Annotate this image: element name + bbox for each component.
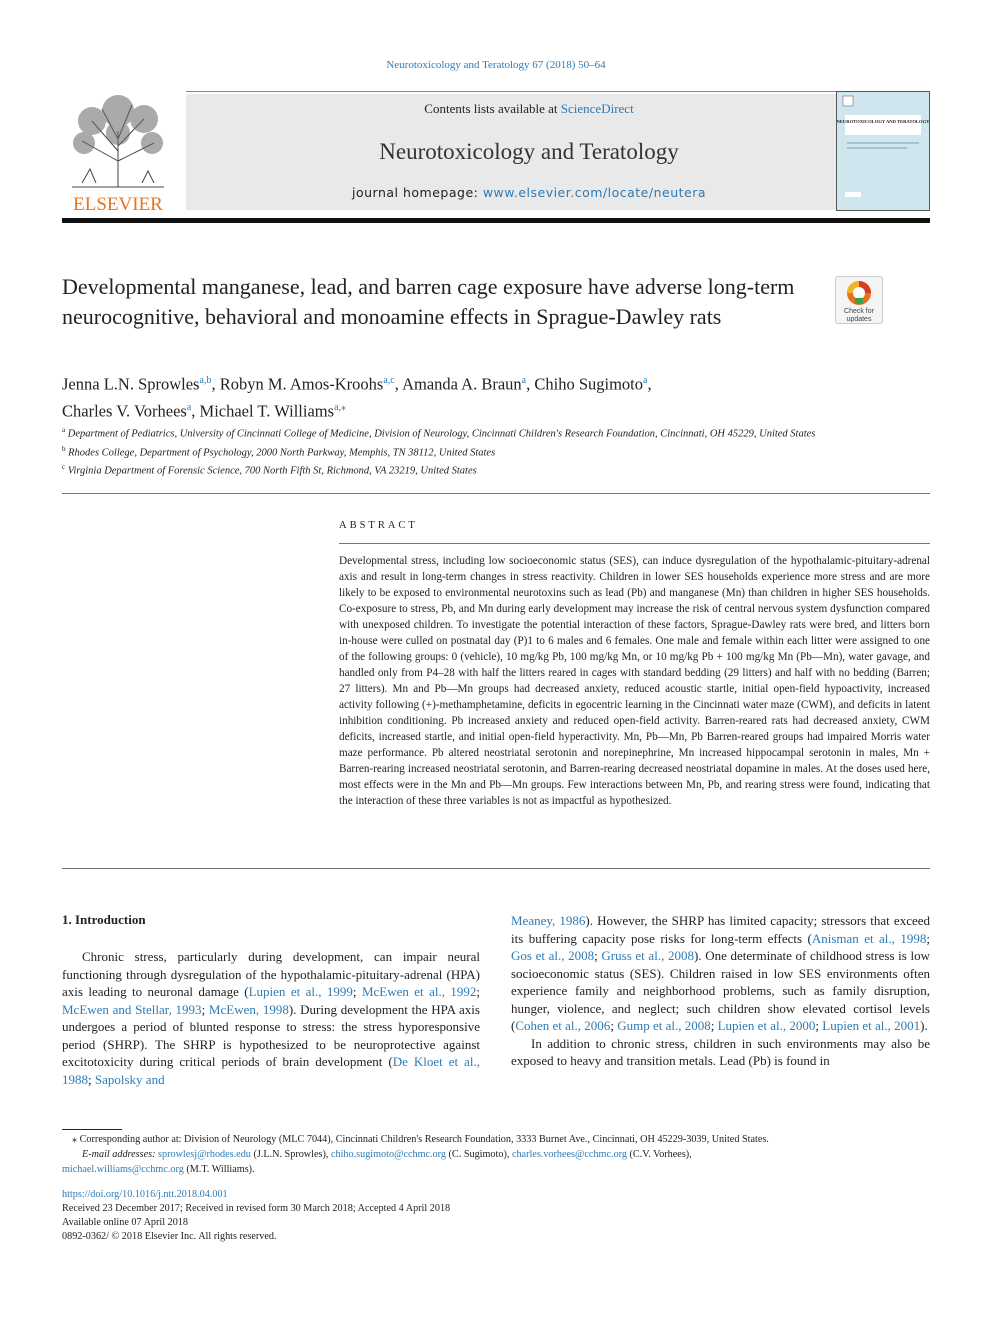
journal-cover[interactable] [836,91,930,211]
citation-link[interactable]: McEwen and Stellar, 1993 [62,1001,202,1017]
citation-link[interactable]: Cohen et al., 2006 [515,1018,611,1033]
check-for-updates-badge[interactable] [835,276,883,324]
citation-link[interactable]: Meaney, 1986 [511,913,586,928]
citation-link[interactable]: McEwen, 1998 [208,1001,289,1017]
affiliation: $^a$ Department of Pediatrics, University of Cincinnati College of Medicine, Division of Neurology, Cincinnati Children's Research Foundation, Cincinnati, OH 45229, United States [62,426,816,440]
author-name[interactable]: Charles V. Vorhees [62,401,187,420]
body-column-left [62,948,480,1088]
cover-title: NEUROTOXICOLOGY AND TERATOLOGY [837,119,929,124]
crossmark-icon [846,280,872,306]
publication-info [62,1188,930,1244]
body-column-right [511,912,930,1070]
crossmark-label: Check for updates [844,308,874,323]
homepage-link[interactable]: www.elsevier.com/locate/neutera [482,185,707,200]
citation-link[interactable]: Lupien et al., 2001 [822,1018,921,1033]
email-link[interactable]: sprowlesj@rhodes.edu [158,1149,251,1160]
received-dates: Received 23 December 2017; Received in revised form 30 March 2018; Accepted 4 April 2018 [62,1203,451,1214]
section-heading: 1. Introduction [62,912,146,927]
citation-link[interactable]: Anisman et al., 1998 [811,930,927,946]
affiliation: $^c$ Virginia Department of Forensic Science, 700 North Fifth St, Richmond, VA 23219, United States [62,463,477,477]
elsevier-logo[interactable] [62,91,174,213]
doi-link[interactable]: https://doi.org/10.1016/j.ntt.2018.04.001 [62,1189,228,1200]
author-affil-marker[interactable]: a [643,375,648,386]
author-affil-marker[interactable]: a,b [199,375,212,386]
elsevier-tree-icon [62,91,174,213]
citation-link[interactable]: Lupien et al., 1999 [248,984,353,999]
copyright: 0892-0362/ © 2018 Elsevier Inc. All rights reserved. [62,1231,277,1242]
paragraph: Chronic stress, particularly during development, can impair neural functioning through dysregulation of the hypothalamic-pituitary-adrenal (HPA) axis leading to neuronal damage (Lupien et al., 1999; McEwen et al., 1992; McEwen and Stellar, 1993; McEwen, 1998). During development the HPA axis undergoes a period of blunted response to stress: the stress hyporesponsive period (SHRP). The SHRP is hypothesized to be neuroprotective against excitotoxicity during critical periods of brain development (De Kloet et al., 1988; Sapolsky and [62,949,480,1087]
section-rule [62,868,930,869]
header-rule [62,218,930,223]
email-addresses-cont: michael.williams@cchmc.org (M.T. Williams). [62,1164,255,1175]
publisher-name: ELSEVIER [73,194,163,213]
contents-line: Contents lists available at ScienceDirect [424,101,634,116]
author-name[interactable]: Amanda A. Braun [402,374,522,394]
footnote-rule [62,1129,122,1130]
email-link[interactable]: michael.williams@cchmc.org [62,1164,184,1175]
abstract-text: Developmental stress, including low socioeconomic status (SES), can induce dysregulation of the hypothalamic-pituitary-adrenal axis and result in long-term changes in stress reactivity. Children in lower SES households experience more stress and are more likely to be exposed to environmental neurotoxins such as lead (Pb) and manganese (Mn) than children in higher SES households. Co-exposure to stress, Pb, and Mn during early development may increase the risk of central nervous system dysfunction compared with unexposed children. To investigate the potential interaction of these factors, Sprague-Dawley rats were bred, and litters born in-house were culled on postnatal day (P)1 to 6 males and 6 females. One male and female within each litter were assigned to one of the following groups: 0 (vehicle), 10 mg/kg Pb, 100 mg/kg Mn, or 10 mg/kg Pb + 100 mg/kg Mn (Pb—Mn), water gavage, and handled only from P4–28 with half the litters reared in cages with standard bedding (29 litters) and half with no bedding (Barren; 27 litters). Mn and Pb—Mn groups had decreased anxiety, reduced acoustic startle, initial open-field hypoactivity, increased activity following (+)-methamphetamine, deficits in egocentric learning in the Cincinnati water maze (CWM), and deficits in latent inhibition conditioning. Pb increased anxiety and reduced open-field activity. Barren-reared rats had decreased anxiety, CWM deficits, increased startle, and initial open-field hyperactivity. Mn, Pb—Mn, Pb Barren-reared groups had impaired Morris water maze performance. Pb altered neostriatal serotonin and norepinephrine, Mn increased hippocampal serotonin in males, Mn + Barren-rearing increased neostriatal serotonin, and Barren-rearing decreased neostriatal dopamine in males. At the doses used here, most effects were in the Mn and Pb—Mn groups. Few interactions between Mn, Pb, and rearing stress were found, indicating that the interaction of these three variables is not as impactful as hypothesized. [339,555,930,807]
citation-link[interactable]: Gump et al., 2008 [617,1018,711,1033]
sciencedirect-link[interactable]: ScienceDirect [560,101,634,116]
author-affil-marker[interactable]: a [186,401,192,413]
author-affil-marker[interactable]: a,⁎ [334,401,347,413]
author-affil-marker[interactable]: a [521,375,527,386]
author-list: Jenna L.N. Sprowles$^{a,b}$, Robyn M. Amos-Kroohs$^{a,c}$, Amanda A. Braun$^a$, Chiho Sugimoto$^a$, Charles V. Vorhees$^a$, Michael T. Williams$^{a,⁎}$ [62,374,652,420]
citation-link[interactable]: Sapolsky and [94,1071,165,1087]
author-name[interactable]: Michael T. Williams [199,401,335,420]
journal-header [62,91,930,225]
author-name[interactable]: Robyn M. Amos-Kroohs [219,374,384,394]
citation-link[interactable]: McEwen et al., 1992 [361,984,477,999]
paragraph: In addition to chronic stress, children in such environments may also be exposed to heavy and transition metals. Lead (Pb) is found in [511,1035,930,1068]
email-link[interactable]: charles.vorhees@cchmc.org [511,1149,627,1160]
email-addresses: E-mail addresses: sprowlesj@rhodes.edu (J.L.N. Sprowles), chiho.sugimoto@cchmc.org (C. Sugimoto), charles.vorhees@cchmc.org (C.V. Vorhees), [82,1149,692,1160]
paragraph: Meaney, 1986). However, the SHRP has limited capacity; stressors that exceed its buffering capacity pose risks for long-term effects (Anisman et al., 1998; Gos et al., 2008; Gruss et al., 2008). One determinate of childhood stress is low socioeconomic status (SES). Children raised in low SES environments often experience family and neighborhood problems, such as family disruption, hunger, violence, and neglect; such children show elevated cortisol levels (Cohen et al., 2006; Gump et al., 2008; Lupien et al., 2000; Lupien et al., 2001). [511,913,930,1033]
citation-link[interactable]: Gos et al., 2008 [511,948,595,963]
corresponding-author-note: ⁎ Corresponding author at: Division of Neurology (MLC 7044), Cincinnati Children's Research Foundation, 3333 Burnet Ave., Cincinnati, OH 45229-3039, United States. [72,1134,769,1145]
affiliation: $^b$ Rhodes College, Department of Psychology, 2000 North Parkway, Memphis, TN 38112, United States [62,444,496,458]
cover-thumbnail-icon [837,92,929,210]
journal-banner [186,94,872,210]
journal-title: Neurotoxicology and Teratology [379,139,679,164]
available-online: Available online 07 April 2018 [62,1217,188,1228]
header-top-line [186,91,872,92]
author-name[interactable]: Jenna L.N. Sprowles [62,374,200,394]
article-title: Developmental manganese, lead, and barren cage exposure have adverse long-term neurocognitive, behavioral and monoamine effects in Sprague-Dawley rats [62,274,795,329]
author-name[interactable]: Chiho Sugimoto [534,374,644,394]
abstract-rule [339,543,930,544]
journal-reference[interactable]: Neurotoxicology and Teratology 67 (2018) 50–64 [386,59,606,71]
footnotes [62,1132,930,1177]
citation-link[interactable]: Lupien et al., 2000 [717,1018,816,1033]
affiliations [62,423,832,479]
section-rule [62,493,930,494]
citation-link[interactable]: Gruss et al., 2008 [601,948,694,963]
citation-link[interactable]: De Kloet et al., 1988 [62,1054,480,1087]
abstract-heading: ABSTRACT [339,520,418,531]
author-affil-marker[interactable]: a,c [383,375,395,386]
email-link[interactable]: chiho.sugimoto@cchmc.org [330,1149,446,1160]
homepage-line: journal homepage: www.elsevier.com/locate/neutera [351,185,707,200]
